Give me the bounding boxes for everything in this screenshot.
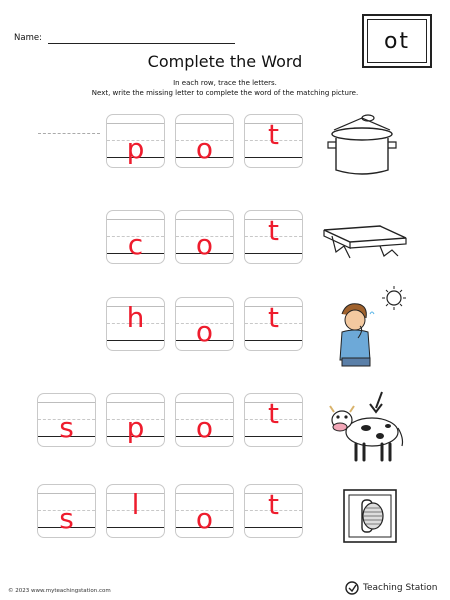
name-label: Name: <box>14 33 42 43</box>
letter-tile[interactable] <box>175 210 234 264</box>
letter-tile[interactable] <box>106 114 165 168</box>
decorative-dashed-line <box>38 133 100 134</box>
tile-letter: t <box>268 397 279 430</box>
tile-letter: s <box>59 411 74 444</box>
hot-boy-icon <box>328 284 408 368</box>
spotted-cow-icon <box>324 390 408 468</box>
tile-letter: t <box>268 118 279 151</box>
instruction-line-2: Next, write the missing letter to complete the word of the matching picture. <box>91 89 359 97</box>
tile-letter: l <box>131 488 140 521</box>
tile-letter: c <box>127 228 144 261</box>
letter-tile[interactable] <box>175 484 234 538</box>
brand-logo <box>345 581 437 595</box>
instruction-line-1: In each row, trace the letters. <box>173 79 277 87</box>
letter-tile[interactable] <box>106 210 165 264</box>
letter-tile[interactable] <box>244 297 303 351</box>
letter-tile[interactable] <box>175 393 234 447</box>
letter-tile[interactable] <box>106 484 165 538</box>
letter-tile[interactable] <box>175 114 234 168</box>
tile-letter: o <box>195 315 214 348</box>
tile-letter: p <box>126 411 145 444</box>
letter-tile[interactable] <box>244 210 303 264</box>
pot-icon <box>322 112 402 182</box>
tile-letter: o <box>195 502 214 535</box>
teaching-station-logo-icon <box>345 581 359 595</box>
tile-letter: p <box>126 132 145 165</box>
tile-letter: o <box>195 228 214 261</box>
tile-letter: t <box>268 488 279 521</box>
cot-icon <box>320 212 410 262</box>
letter-tile[interactable] <box>37 393 96 447</box>
letter-tile[interactable] <box>244 393 303 447</box>
letter-tile[interactable] <box>106 393 165 447</box>
word-family-label: ot <box>367 19 427 63</box>
tile-letter: s <box>59 502 74 535</box>
letter-tile[interactable] <box>244 114 303 168</box>
tile-letter: o <box>195 411 214 444</box>
tile-letter: t <box>268 214 279 247</box>
page-title: Complete the Word <box>147 52 303 71</box>
brand-name: Teaching Station <box>363 583 438 593</box>
letter-tile[interactable] <box>175 297 234 351</box>
letter-tile[interactable] <box>244 484 303 538</box>
tile-letter: t <box>268 301 279 334</box>
tile-letter: h <box>126 301 145 334</box>
letter-tile[interactable] <box>37 484 96 538</box>
tile-letter: o <box>195 132 214 165</box>
letter-tile[interactable] <box>106 297 165 351</box>
coin-slot-icon <box>340 486 400 546</box>
copyright-text: © 2023 www.myteachingstation.com <box>8 588 111 594</box>
name-line[interactable] <box>48 43 235 44</box>
